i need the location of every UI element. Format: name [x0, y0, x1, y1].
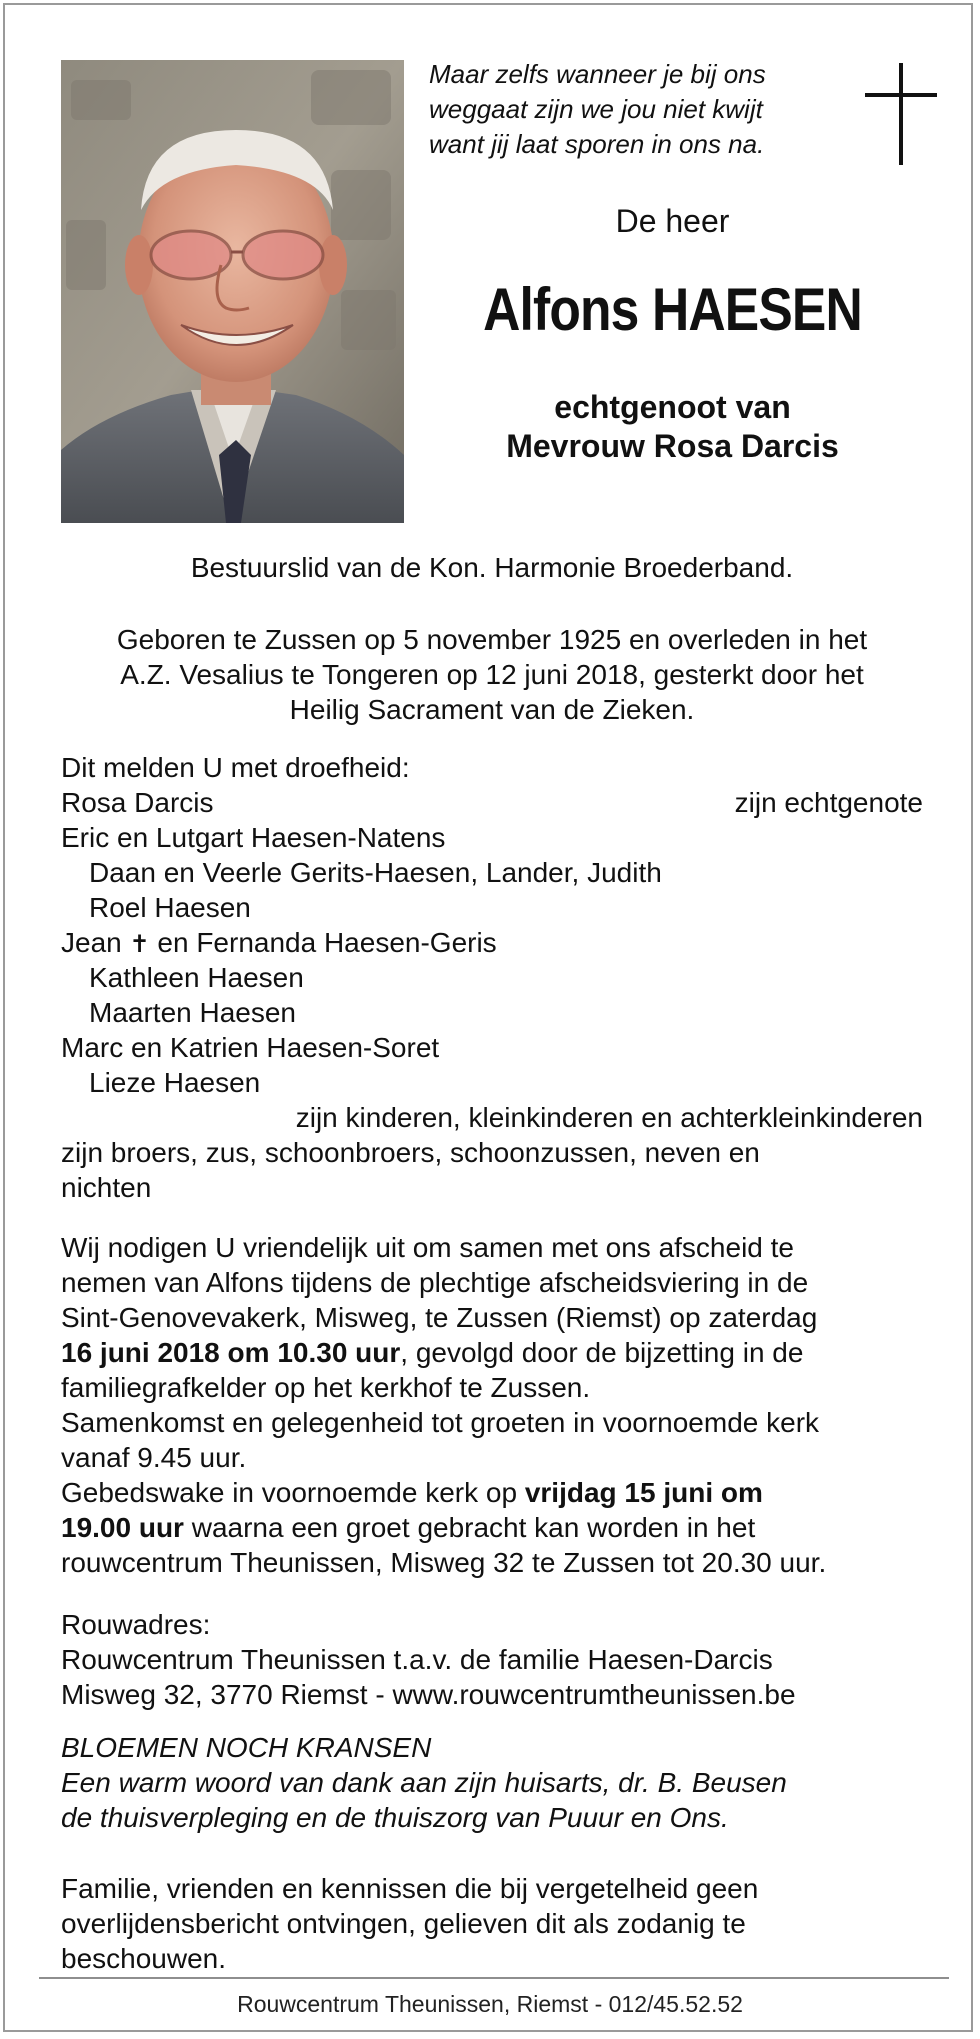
- obituary-card: [3, 3, 973, 2032]
- family-line: Roel Haesen: [89, 892, 251, 923]
- birth-death-info: [61, 622, 923, 727]
- portrait-photo: [61, 60, 404, 523]
- family-line: Daan en Veerle Gerits-Haesen, Lander, Judith: [89, 857, 662, 888]
- cross-icon: [865, 63, 937, 165]
- spouse-role: zijn echtgenote: [734, 787, 923, 818]
- deceased-cross-icon: ✝: [129, 931, 150, 958]
- text-line: Sint-Genovevakerk, Misweg, te Zussen (Riemst) op zaterdag: [61, 1302, 818, 1333]
- vigil-time: 19.00 uur: [61, 1512, 184, 1543]
- family-line: [61, 925, 923, 960]
- deceased-name: Alfons HAESEN: [483, 276, 862, 343]
- honorific: De heer: [615, 203, 730, 239]
- family-intro: Dit melden U met droefheid:: [61, 752, 410, 783]
- text-line: Familie, vrienden en kennissen die bij vergetelheid geen: [61, 1873, 759, 1904]
- spouse-row: [61, 785, 923, 820]
- family-line: Maarten Haesen: [89, 997, 297, 1028]
- footer: Rouwcentrum Theunissen, Riemst - 012/45.52.52: [237, 1991, 743, 2017]
- closing-note: [61, 1871, 923, 1976]
- flowers-note: BLOEMEN NOCH KRANSEN: [61, 1732, 432, 1763]
- family-name: en Fernanda Haesen-Geris: [157, 927, 497, 958]
- text-line: Heilig Sacrament van de Zieken.: [289, 694, 695, 725]
- text-line: A.Z. Vesalius te Tongeren op 12 juni 2018, gesterkt door het: [120, 659, 864, 690]
- funeral-invitation: [61, 1230, 923, 1580]
- family-line: Eric en Lutgart Haesen-Natens: [61, 822, 446, 853]
- thanks-line: Een warm woord van dank aan zijn huisarts, dr. B. Beusen: [61, 1767, 787, 1798]
- thanks-line: de thuisverpleging en de thuiszorg van Puuur en Ons.: [61, 1802, 729, 1833]
- text-line: familiegrafkelder op het kerkhof te Zussen.: [61, 1372, 591, 1403]
- family-name: Jean: [61, 927, 122, 958]
- address-line: Rouwcentrum Theunissen t.a.v. de familie Haesen-Darcis: [61, 1644, 773, 1675]
- text-line: overlijdensbericht ontvingen, gelieven dit als zodanig te: [61, 1908, 746, 1939]
- siblings-line: nichten: [61, 1172, 152, 1203]
- spouse-info: [405, 388, 940, 466]
- text-line: [61, 1510, 923, 1545]
- family-list: [61, 750, 923, 1205]
- text-line: Wij nodigen U vriendelijk uit om samen met ons afscheid te: [61, 1232, 795, 1263]
- children-role: zijn kinderen, kleinkinderen en achterkleinkinderen: [295, 1102, 923, 1133]
- text-line: rouwcentrum Theunissen, Misweg 32 te Zussen tot 20.30 uur.: [61, 1547, 827, 1578]
- text-line: [61, 1335, 923, 1370]
- poem-line: Maar zelfs wanneer je bij ons: [429, 59, 766, 89]
- poem-line: weggaat zijn we jou niet kwijt: [429, 94, 763, 124]
- text-line: [61, 1475, 923, 1510]
- footer-divider: [39, 1977, 949, 1979]
- text-fragment: waarna een groet gebracht kan worden in het: [183, 1512, 756, 1543]
- spouse-line: Mevrouw Rosa Darcis: [506, 428, 839, 464]
- text-fragment: , gevolgd door de bijzetting in de: [400, 1337, 804, 1368]
- text-line: Samenkomst en gelegenheid tot groeten in voornoemde kerk: [61, 1407, 820, 1438]
- text-line: vanaf 9.45 uur.: [61, 1442, 247, 1473]
- mourning-address: [61, 1607, 923, 1712]
- board-member: Bestuurslid van de Kon. Harmonie Broederband.: [190, 552, 794, 583]
- poem: [429, 57, 849, 162]
- family-line: Marc en Katrien Haesen-Soret: [61, 1032, 440, 1063]
- spouse-line: echtgenoot van: [554, 389, 791, 425]
- address-line: Misweg 32, 3770 Riemst - www.rouwcentrumtheunissen.be: [61, 1679, 796, 1710]
- text-line: beschouwen.: [61, 1943, 227, 1974]
- poem-line: want jij laat sporen in ons na.: [429, 129, 765, 159]
- family-line: Lieze Haesen: [89, 1067, 261, 1098]
- portrait-image: [61, 60, 404, 523]
- funeral-date: 16 juni 2018 om 10.30 uur: [61, 1337, 401, 1368]
- text-line: nemen van Alfons tijdens de plechtige afscheidsviering in de: [61, 1267, 809, 1298]
- text-fragment: Gebedswake in voornoemde kerk op: [61, 1477, 525, 1508]
- family-line: Kathleen Haesen: [89, 962, 304, 993]
- text-line: Geboren te Zussen op 5 november 1925 en overleden in het: [116, 624, 868, 655]
- spouse-name: Rosa Darcis: [61, 787, 214, 818]
- vigil-date: vrijdag 15 juni om: [524, 1477, 763, 1508]
- notes: [61, 1730, 923, 1835]
- address-label: Rouwadres:: [61, 1609, 211, 1640]
- siblings-line: zijn broers, zus, schoonbroers, schoonzussen, neven en: [61, 1137, 760, 1168]
